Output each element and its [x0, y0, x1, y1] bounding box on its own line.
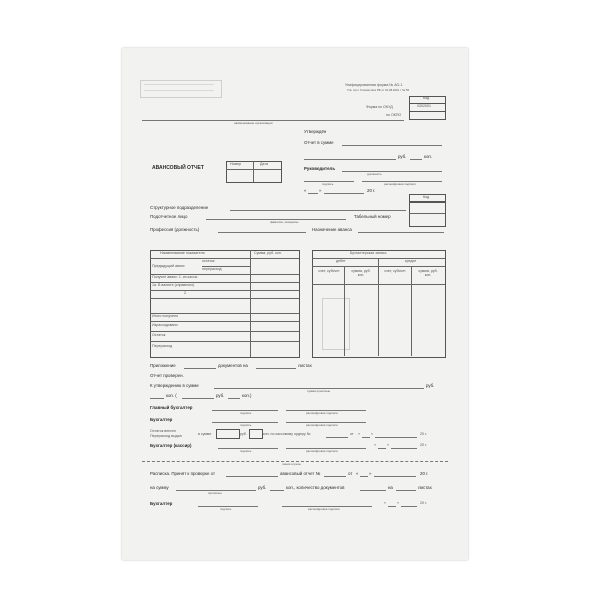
- amount-words-line: [304, 159, 396, 160]
- ot-label-2: от: [348, 471, 353, 476]
- kop-label: коп.: [424, 154, 433, 159]
- date-quotes: «: [358, 432, 360, 436]
- approved-label: Утверждён: [304, 129, 327, 134]
- in-sum-label: в сумме: [198, 432, 212, 436]
- attachment-label: Приложение: [150, 363, 176, 368]
- number-date-vdivider: [253, 161, 254, 182]
- final-date-quote: «: [384, 501, 386, 505]
- date-quote-right: »: [319, 188, 322, 193]
- ot-label: от: [350, 432, 354, 436]
- accountable-label: Подотчетное лицо: [150, 214, 188, 219]
- row-divider: [150, 321, 299, 322]
- credit-sum: сумма, руб. коп.: [418, 269, 438, 277]
- right-table-divider-3: [312, 284, 445, 285]
- accountant-signature-caption: подпись: [240, 423, 252, 427]
- row-balance: Остаток: [152, 333, 166, 337]
- sum-rub-box[interactable]: [216, 429, 240, 439]
- credit-account: счет, субсчет: [384, 269, 406, 273]
- checked-label: Отчет проверен.: [150, 373, 184, 378]
- department-label: Структурное подразделение: [150, 205, 209, 210]
- right-table-col: [344, 266, 345, 356]
- okud-code: 0302001: [417, 104, 431, 108]
- code-values-box: [409, 201, 446, 227]
- day-line: [308, 193, 318, 194]
- row-2: 2.: [184, 291, 187, 295]
- date-quote-left: «: [304, 188, 307, 193]
- cashier-decode-caption: расшифровка подписи: [306, 449, 338, 453]
- faint-line: [144, 90, 214, 91]
- row-previous-advance: Предыдущий аванс: [152, 264, 185, 268]
- rub-label-b: руб.: [426, 383, 435, 388]
- amount-words-caption: сумма прописью: [307, 389, 331, 393]
- report-number-line[interactable]: [324, 476, 346, 477]
- advance-report-no-label: авансовый отчет №: [280, 471, 321, 476]
- on-label: на: [388, 485, 393, 490]
- approval-note: Утв. пост. Госкомстата РФ от 01.08.2001 г. № 55: [347, 88, 410, 92]
- right-table-title: Бухгалтерская запись: [350, 251, 387, 255]
- accountant2-decode-caption: расшифровка подписи: [308, 507, 340, 511]
- cashier-label: Бухгалтер (кассир): [150, 443, 192, 448]
- words-caption: прописью: [208, 491, 222, 495]
- rub-label: руб.: [398, 154, 407, 159]
- row-divider: [150, 298, 299, 299]
- final-date-quote-r: »: [397, 501, 399, 505]
- receipt-day-line[interactable]: [360, 476, 368, 477]
- year-suffix: 20 г.: [367, 188, 376, 193]
- okpo-box: [409, 111, 446, 120]
- accountant-decode-caption: расшифровка подписи: [306, 423, 338, 427]
- order-month-line[interactable]: [375, 437, 417, 438]
- month-line: [324, 193, 364, 194]
- date-quotes-right: »: [371, 432, 373, 436]
- rub-digits-line[interactable]: [182, 398, 214, 399]
- rub-label-d: руб.: [258, 485, 267, 490]
- cashier-date-quote-r: »: [387, 443, 389, 447]
- profession-line[interactable]: [218, 232, 306, 233]
- accountant2-signature-caption: подпись: [220, 507, 232, 511]
- receipt-month-line[interactable]: [374, 476, 416, 477]
- to-approve-label: К утверждению в сумме: [150, 383, 199, 388]
- receipt-year-label: 20 г.: [420, 471, 429, 476]
- sheets-label-2: листах: [418, 485, 432, 490]
- left-col-sum: Сумма, руб. коп.: [254, 251, 282, 255]
- purpose-line[interactable]: [358, 232, 444, 233]
- row-overspend: Перерасход: [152, 344, 173, 348]
- rub-short-label: руб.: [216, 393, 225, 398]
- date-label: Дата: [260, 162, 268, 166]
- profession-label: Профессия (должность): [150, 227, 200, 232]
- left-table-header-divider: [150, 258, 299, 259]
- row-divider: [150, 341, 299, 342]
- amount-label: Отчет в сумме: [304, 140, 334, 145]
- sheets-count-line[interactable]: [256, 368, 296, 369]
- cashier-signature-caption: подпись: [240, 449, 252, 453]
- row-total-received: Итого получено: [152, 314, 179, 318]
- credit-label: кредит: [405, 259, 417, 263]
- receipt-date-line[interactable]: [226, 476, 278, 477]
- form-note: Унифицированная форма № АО-1: [345, 83, 403, 87]
- left-col-name: Наименование показателя: [160, 251, 205, 255]
- position-caption: должность: [367, 172, 382, 176]
- receipt-date-quote-r: »: [369, 471, 372, 476]
- row-currency: 1а. В валюте (справочно): [152, 283, 195, 287]
- final-month-line[interactable]: [401, 506, 417, 507]
- remainder-label: Остаток внесен: [150, 429, 176, 433]
- final-year-label: 20 г.: [420, 501, 427, 505]
- tear-line-caption: линия отреза: [282, 462, 301, 466]
- head-line: [342, 171, 442, 172]
- kop-digits-line[interactable]: [228, 398, 240, 399]
- faint-stamp: [140, 80, 222, 98]
- cashier-month-line[interactable]: [391, 448, 417, 449]
- cashier-year-label: 20 г.: [420, 443, 427, 447]
- right-table-divider-2: [312, 266, 445, 267]
- accountant-label: Бухгалтер: [150, 417, 173, 422]
- okpo-label: по ОКПО: [386, 113, 402, 117]
- chief-accountant-label: Главный бухгалтер: [150, 405, 193, 410]
- cashier-date-quote: «: [374, 443, 376, 447]
- fio-caption: фамилия, инициалы: [270, 220, 299, 224]
- overspend-issued-label: Перерасход выдан: [150, 434, 182, 438]
- rub-label-c: руб.: [240, 432, 247, 436]
- chief-decode-caption: расшифровка подписи: [306, 411, 338, 415]
- amount-line: [342, 145, 442, 146]
- row-remainder: остаток: [202, 259, 215, 263]
- documents-on-label: документов на: [218, 363, 248, 368]
- row-cash-advance: Получен аванс: 1. из кассы: [152, 275, 198, 279]
- code-label: Код: [423, 96, 430, 100]
- sheets-label: листах: [298, 363, 312, 368]
- kop-line-d[interactable]: [270, 490, 284, 491]
- kop-count-label: коп., количество документов: [286, 485, 345, 490]
- kop-order-label: коп. по кассовому ордеру №: [263, 432, 311, 436]
- debit-label: дебет: [336, 259, 346, 263]
- final-day-line[interactable]: [388, 506, 396, 507]
- right-table-mid: [378, 258, 379, 356]
- kop-open-label: коп. (: [166, 393, 177, 398]
- receipt-label: Расписка. Принят к проверке от: [150, 471, 215, 476]
- row-spent: Израсходовано: [152, 323, 178, 327]
- order-number-line[interactable]: [326, 437, 348, 438]
- right-table-col: [411, 266, 412, 356]
- purpose-label: Назначение аванса: [312, 227, 352, 232]
- chief-signature-caption: подпись: [240, 411, 252, 415]
- report-title: АВАНСОВЫЙ ОТЧЕТ: [152, 165, 204, 171]
- cashier-day-line[interactable]: [378, 448, 386, 449]
- head-label: Руководитель: [304, 166, 336, 171]
- sum-kop-box[interactable]: [249, 429, 263, 439]
- doc-count-line[interactable]: [360, 490, 386, 491]
- code-label-2: Код: [423, 195, 430, 199]
- on-sum-label: на сумму: [150, 485, 169, 490]
- debit-sum: сумма, руб. коп.: [351, 269, 371, 277]
- accountant-label-2: Бухгалтер: [150, 501, 173, 506]
- decode-caption: расшифровка подписи: [384, 182, 416, 186]
- order-day-line[interactable]: [362, 437, 370, 438]
- signature-caption: подпись: [322, 182, 334, 186]
- kop-close-label: коп.): [242, 393, 252, 398]
- advance-report-form: [122, 48, 468, 560]
- debit-account: счет, субсчет: [318, 269, 340, 273]
- year-20-label: 20 г.: [420, 432, 427, 436]
- row-divider: [150, 331, 299, 332]
- receipt-date-quote: «: [356, 471, 359, 476]
- kop-line: [410, 159, 422, 160]
- sheets-line-d[interactable]: [396, 490, 416, 491]
- org-line: [142, 120, 404, 121]
- attachment-count-line[interactable]: [184, 368, 216, 369]
- faint-line: [144, 84, 214, 85]
- row-overspend-prev: перерасход: [202, 267, 222, 271]
- kop-value-line[interactable]: [150, 398, 164, 399]
- number-label: Номер: [230, 162, 242, 166]
- tab-number-label: Табельный номер: [354, 214, 391, 219]
- department-line[interactable]: [230, 210, 406, 211]
- org-caption: наименование организации: [234, 121, 273, 125]
- row-divider: [150, 290, 299, 291]
- okud-label: Форма по ОКУД: [366, 105, 393, 109]
- code-values-divider: [409, 213, 445, 214]
